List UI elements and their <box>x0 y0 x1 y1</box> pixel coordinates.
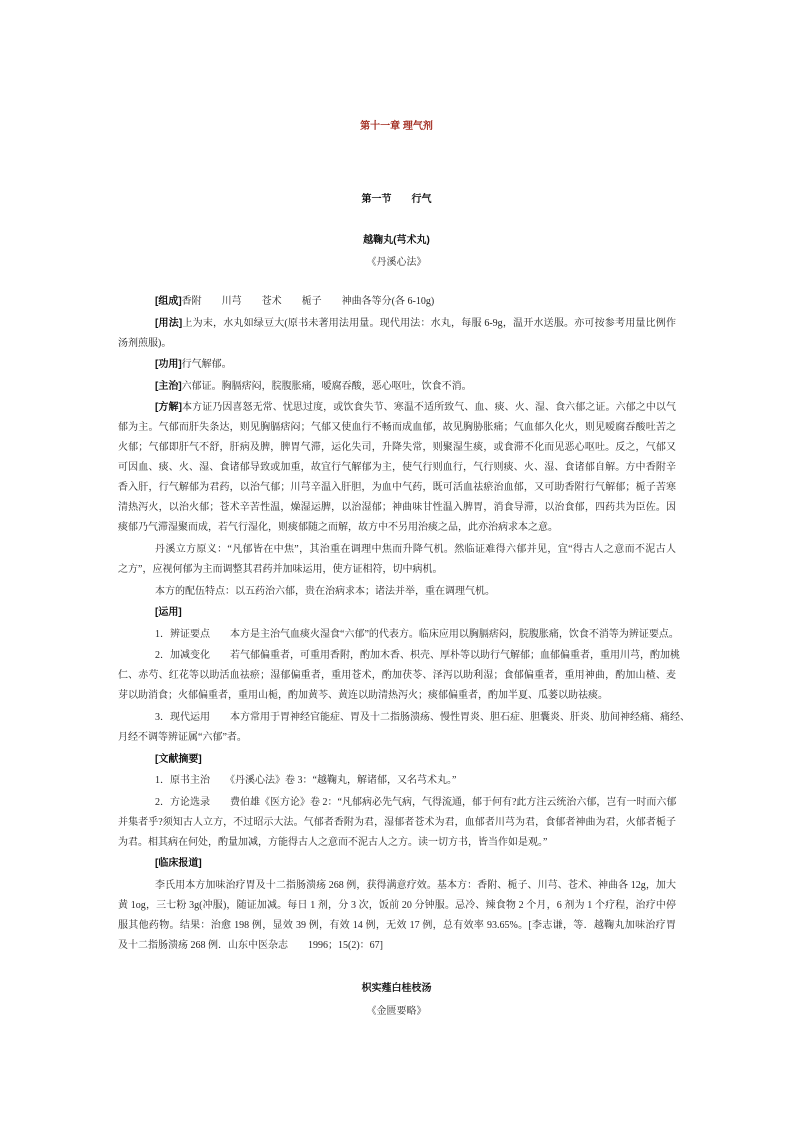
literature-item <box>118 793 676 853</box>
analysis-line: 可因血、痰、火、湿、食诸郁导致或加重，故宜行气解郁为主，使气行则血行，气行则痰、火、湿、食诸郁自解。方中香附辛 <box>118 462 676 474</box>
analysis-line: 火郁；气郁即肝气不舒，肝病及脾，脾胃气滞，运化失司，升降失常，则聚湿生痰，或食滞不化而见恶心呕吐。反之，气郁又 <box>118 442 676 454</box>
clinical-line: 李氏用本方加味治疗胃及十二指肠溃疡 268 例，获得满意疗效。基本方：香附、栀子、川芎、苍术、神曲各 12g，加大 <box>155 879 676 891</box>
clinical-heading <box>118 854 676 874</box>
application-line: 月经不调等辨证属“六郁”者。 <box>118 731 247 743</box>
literature-line: 为君。相其病在何处，酌量加减，方能得古人之意而不泥古人之方。读一切方书，皆当作如是观。” <box>118 836 548 848</box>
application-item <box>118 625 679 645</box>
formula-name: 枳实薤白桂枝汤 <box>361 983 432 994</box>
literature-label: [文献摘要] <box>155 753 202 765</box>
literature-line: 并集者乎?须知古人立方，不过昭示大法。气郁者香附为君，湿郁者苍术为君，血郁者川芎为君，食郁者神曲为君，火郁者栀子 <box>118 816 676 828</box>
analysis-line <box>118 398 676 418</box>
usage-label: [用法] <box>155 317 183 329</box>
formula-source: 《丹溪心法》 <box>366 257 427 268</box>
commentary-line: 丹溪立方原义：“凡郁皆在中焦”，其治重在调理中焦而升降气机。然临证难得六郁并见，宜“得古人之意而不泥古人 <box>155 543 676 555</box>
composition-text: 香附 川芎 苍术 栀子 神曲各等分(各 6-10g) <box>181 296 435 307</box>
formula-body <box>118 292 690 956</box>
function-text: 行气解郁。 <box>181 359 232 371</box>
clinical-paragraph <box>118 876 676 956</box>
analysis-line: 痰郁乃气滞湿聚而成，若气行湿化，则痰郁随之而解，故方中不另用治痰之品，此亦治病求本之意。 <box>118 522 558 534</box>
usage-line <box>118 314 676 334</box>
analysis-line: 郁为主。气郁而肝失条达，则见胸膈痞闷；气郁又使血行不畅而成血郁，故见胸胁胀痛；气血郁久化火，则见嗳腐吞酸吐苦之 <box>118 422 676 434</box>
application-line <box>118 603 676 623</box>
literature-item <box>118 771 676 791</box>
indications-line <box>118 377 676 397</box>
clinical-line <box>118 854 676 874</box>
commentary-line: 之方”，应视何郁为主而调整其君药并加味运用，使方证相符，切中病机。 <box>118 563 443 575</box>
function-line <box>118 355 676 375</box>
analysis-line: 香入肝，行气解郁为君药，以治气郁；川芎辛温入肝胆，为血中气药，既可活血祛瘀治血郁，又可助香附行气解郁；栀子苦寒 <box>118 482 676 494</box>
clinical-line: 及十二指肠溃疡 268 例．山东中医杂志 1996；15(2)：67] <box>118 939 383 951</box>
formula-source: 《金匮要略》 <box>366 1006 427 1017</box>
chapter-title: 第十一章 理气剂 <box>360 121 433 132</box>
analysis-label: [方解] <box>155 402 182 414</box>
commentary-paragraph <box>118 582 676 602</box>
clinical-line: 黄 1og，三七粉 3g(冲服)，随证加减。每日 1 剂，分 3 次，饭前 20 分钟服。忌冷、辣食物 2 个月，6 剂为 1 个疗程，治疗中停 <box>118 899 676 911</box>
composition-paragraph <box>118 292 676 312</box>
analysis-line: 清热泻火，以治火郁；苍术辛苦性温，燥湿运脾，以治湿郁；神曲味甘性温入脾胃，消食导滞，以治食郁，四药共为臣佐。因 <box>118 502 676 514</box>
indications-paragraph <box>118 377 676 397</box>
function-paragraph <box>118 355 676 375</box>
application-line: 仁、赤芍、红花等以助活血祛瘀；湿郁偏重者，重用苍术，酌加茯苓、泽泻以助利湿；食郁偏重者，重用神曲，酌加山楂、麦 <box>118 670 676 682</box>
literature-heading <box>118 750 676 770</box>
application-line: 1．辨证要点 本方是主治气血痰火湿食“六郁”的代表方。临床应用以胸膈痞闷，脘腹胀痛，饮食不消等为辨证要点。 <box>155 628 679 640</box>
clinical-label: [临床报道] <box>155 858 202 870</box>
analysis-paragraph <box>118 398 676 538</box>
composition-label: [组成] <box>155 296 182 307</box>
commentary-line: 本方的配伍特点：以五药治六郁，贵在治病求本；诸法并举，重在调理气机。 <box>155 585 495 597</box>
application-label: [运用] <box>155 607 182 619</box>
application-line: 芽以助消食；火郁偏重者，重用山栀，酌加黄芩、黄连以助清热泻火；痰郁偏重者，酌加半夏、瓜蒌以助祛痰。 <box>118 690 608 702</box>
application-heading <box>118 603 676 623</box>
composition-line <box>118 292 676 312</box>
literature-line <box>118 750 676 770</box>
application-line: 2．加减变化 若气郁偏重者，可重用香附，酌加木香、枳壳、厚朴等以助行气解郁；血郁偏重者，重用川芎，酌加桃 <box>155 650 680 662</box>
application-item <box>118 708 690 748</box>
analysis-text: 本方证乃因喜怒无常、忧思过度，或饮食失节、寒温不适所致气、血、痰、火、湿、食六郁之证。六郁之中以气 <box>181 402 676 414</box>
function-label: [功用] <box>155 359 182 371</box>
indications-label: [主治] <box>155 380 182 392</box>
literature-line: 2．方论选录 费伯雄《医方论》卷 2：“凡郁病必先气病，气得流通，郁于何有?此方注云统治六郁，岂有一时而六郁 <box>155 796 677 808</box>
clinical-line: 服其他药物。结果：治愈 198 例，显效 39 例，有效 14 例，无效 17 例，总有效率 93.65%。[李志谦，等．越鞠丸加味治疗胃 <box>118 919 676 931</box>
commentary-paragraph <box>118 540 676 580</box>
indications-text: 六郁证。胸膈痞闷，脘腹胀痛，嗳腐吞酸，恶心呕吐，饮食不消。 <box>181 380 472 392</box>
application-line: 3．现代运用 本方常用于胃神经官能症、胃及十二指肠溃疡、慢性胃炎、胆石症、胆囊炎、肝炎、肋间神经痛、痛经、 <box>155 711 690 723</box>
usage-line: 汤剂煎服)。 <box>118 337 172 349</box>
section-title: 第一节 行气 <box>361 194 432 205</box>
usage-text: 上为末，水丸如绿豆大(原书未著用法用量。现代用法：水丸，每服 6-9g，温开水送服。亦可按参考用量比例作 <box>182 317 676 329</box>
formula-name: 越鞠丸(芎术丸) <box>363 235 430 246</box>
application-item <box>118 646 680 706</box>
usage-paragraph <box>118 314 676 354</box>
literature-line: 1．原书主治 《丹溪心法》卷 3：“越鞠丸，解诸郁，又名芎术丸。” <box>155 775 457 787</box>
